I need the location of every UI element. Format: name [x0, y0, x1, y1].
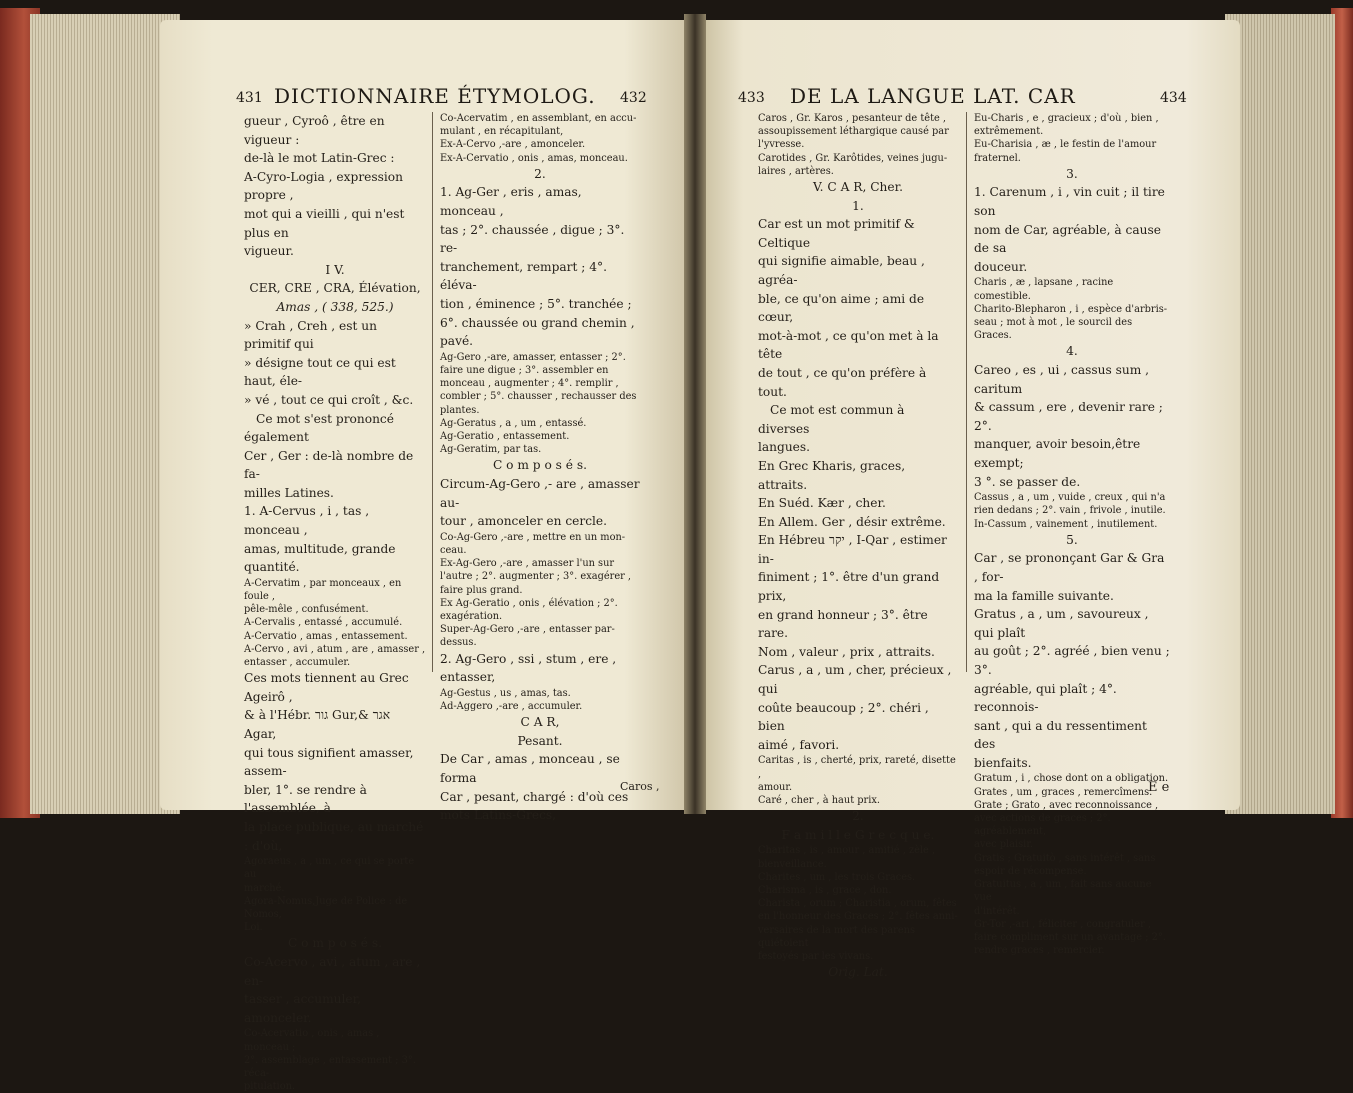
text-line: nom de Car, agréable, à cause de sa [974, 222, 1161, 256]
text-line: Nom , valeur , prix , attraits. [758, 644, 935, 659]
text-line: extrêmement. [974, 126, 1044, 138]
text-line: finiment ; 1°. être d'un grand prix, [758, 570, 940, 604]
text-line: gueur , Cyroô , être en vigueur : [244, 114, 385, 147]
text-line: Cassus , a , um , vuide , creux , qui n'a [974, 492, 1166, 504]
text-line: Caré , cher , à haut prix. [758, 795, 880, 807]
text-line: en grand honneur ; 3°. être rare. [758, 607, 928, 641]
text-line: Carus , a , um , cher, précieux , qui [758, 663, 952, 697]
text-line: aimé , favori. [758, 737, 840, 752]
text-line: ble, ce qu'on aime ; ami de cœur, [758, 291, 925, 325]
text-line: en l'honneur des Graces ; 2°. fêtes anni- [758, 911, 958, 923]
text-line: ma la famille suivante. [974, 588, 1114, 603]
section-heading: C o m p o s é s. [492, 458, 588, 473]
text-line: Super-Ag-Gero ,-are , entasser par- [440, 624, 615, 636]
text-line: Ex-A-Cervo ,-are , amonceler. [440, 139, 586, 151]
text-line: Caritas , is , cherté, prix, rareté, disette , [758, 755, 956, 780]
page-number: 434 [1160, 90, 1187, 106]
text-line: & cassum , ere , devenir rare ; 2°. [974, 400, 1163, 433]
text-line: agréable, qui plaît ; 4°. reconnois- [974, 681, 1117, 715]
text-line: Carotides , Gr. Karôtides, veines jugu- [758, 152, 948, 164]
text-line: Charisma , is , grace , don. [758, 885, 892, 897]
text-line: » désigne tout ce qui est haut, éle- [244, 355, 396, 389]
text-line: Ad-Aggero ,-are , accumuler. [440, 700, 583, 712]
text-column [244, 112, 426, 1093]
text-line: tranchement, rempart ; 4°. éléva- [440, 259, 607, 293]
text-line: Gr-Tor ,-ari , féliciter , congratuler , [974, 918, 1152, 930]
section-heading: 5. [1066, 532, 1078, 547]
text-line: Co-Acervo , avi , atum , are , en- [244, 955, 421, 988]
text-line: sant , qui a du ressentiment des [974, 718, 1147, 752]
section-heading: 4. [1066, 344, 1078, 359]
text-line: A-Cervatio , amas , entassement. [244, 630, 408, 642]
text-line: Ces mots tiennent au Grec Ageirô , [244, 671, 409, 704]
page-number: 432 [620, 90, 647, 106]
section-heading: C A R, [520, 715, 560, 730]
text-line: d'intérêt. [974, 905, 1020, 917]
page-number: 433 [738, 90, 765, 106]
text-line: bienfaits. [974, 755, 1032, 770]
text-line: Charito-Blepharon , i , espèce d'arbris- [974, 303, 1168, 315]
text-line: Ag-Gestus , us , amas, tas. [440, 687, 571, 699]
text-line: Ag-Gero ,-are, amasser, entasser ; 2°. [440, 351, 626, 363]
text-line: 2. Ag-Gero , ssi , stum , ere , entasser, [440, 651, 617, 685]
text-line: 3 °. se passer de. [974, 474, 1081, 489]
text-line: de-là le mot Latin-Grec : [244, 151, 395, 166]
text-line: espoir de récompense. [974, 865, 1087, 877]
text-line: Careo , es , ui , cassus sum , caritum [974, 362, 1150, 396]
text-line: Car est un mot primitif & Celtique [758, 217, 915, 250]
text-line: 1. A-Cervus , i , tas , monceau , [244, 504, 370, 538]
text-line: Car , se prononçant Gar & Gra , for- [974, 551, 1165, 584]
text-line: In-Cassum , vainement , inutilement. [974, 518, 1158, 530]
text-line: Ag-Geratus , a , um , entassé. [440, 417, 587, 429]
catchword: Caros , [620, 780, 660, 793]
text-line: avec plaisir. [974, 839, 1034, 851]
text-line: Charista , orum ; Charistia , orum, fêtes [758, 898, 957, 910]
section-heading: C o m p o s é s. [287, 936, 383, 951]
text-line: bienveillance. [758, 858, 827, 870]
text-line: Gratuitus , a , um , fait sans aucune vue [974, 879, 1152, 904]
text-line: au goût ; 2°. agréé , bien venu ; 3°. [974, 644, 1170, 677]
text-line: pavé. [440, 334, 474, 349]
text-line: laires , artères. [758, 165, 834, 177]
text-line: 1. Ag-Ger , eris , amas, monceau , [440, 185, 582, 218]
text-line: Gratum , i , chose dont on a obligation. [974, 773, 1169, 785]
text-line: bler, 1°. se rendre à l'assemblée, à [244, 782, 367, 816]
text-line: Ce mot est commun à diverses [758, 403, 905, 436]
text-line: » vé , tout ce qui croît , &c. [244, 392, 414, 407]
text-line: Ex-Ag-Gero ,-are , amasser l'un sur [440, 558, 615, 570]
section-heading: 1. [852, 198, 864, 213]
column-rule [966, 112, 967, 672]
text-column [440, 112, 640, 825]
text-line: En Hébreu יקר , I-Qar , estimer in- [758, 533, 947, 566]
section-heading: CER, CRE , CRA, Élévation, [249, 281, 421, 296]
text-line: Ag-Geratio , entassement. [440, 430, 570, 442]
text-line: mulant , en récapitulant, [440, 126, 564, 138]
text-line: qui tous signifient amasser, assem- [244, 745, 414, 779]
text-line: Eu-Charisia , æ , le festin de l'amour [974, 139, 1157, 151]
text-line: Ce mot s'est prononcé également [244, 411, 394, 445]
signature-mark: Orig. Lat. [828, 965, 888, 980]
text-line: En Suéd. Kær , cher. [758, 496, 886, 511]
section-heading: F a m i l l e G r e c q u e. [781, 827, 935, 842]
text-line: la place publique, au marché : d'où, [244, 820, 424, 853]
text-line: De Car , amas , monceau , se forma [440, 752, 620, 785]
text-line: marché. [244, 882, 285, 894]
section-heading: I V. [325, 262, 345, 277]
text-line: Charis , æ , lapsane , racine comestible. [974, 277, 1114, 302]
text-line: manquer, avoir besoin,être exempt; [974, 437, 1141, 470]
text-line: Cer , Ger : de-là nombre de fa- [244, 448, 414, 482]
text-line: Charites , um , les trois Graces. [758, 871, 916, 883]
text-line: 1. Carenum , i , vin cuit ; il tire son [974, 185, 1165, 218]
text-line: En Grec Kharis, graces, attraits. [758, 458, 906, 492]
section-heading: 3. [1066, 166, 1078, 181]
text-line: de tout , ce qu'on préfère à tout. [758, 365, 927, 399]
text-line: Grate ; Grato , avec reconnoissance , [974, 799, 1159, 811]
text-line: seau ; mot à mot , le sourcil des Graces. [974, 316, 1133, 342]
text-line: Grates , um , graces , remercîmens. [974, 786, 1153, 798]
text-line: tion , éminence ; 5°. tranchée ; [440, 296, 632, 311]
text-line: & à l'Hébr. גור Gur,& אגר Agar, [244, 708, 391, 742]
text-line: Caros , Gr. Karos , pesanteur de tête , [758, 113, 947, 124]
text-line: monceau , augmenter ; 4°. remplir , [440, 378, 619, 390]
column-rule [432, 112, 433, 672]
text-line: Loi. [244, 922, 263, 934]
text-line: dessus. [440, 637, 477, 649]
section-heading: Amas , ( 338, 525.) [276, 299, 394, 314]
text-line: assoupissement léthargique causé par [758, 126, 949, 138]
section-heading: 2. [534, 166, 546, 181]
text-line: coûte beaucoup ; 2°. chéri , bien [758, 700, 929, 734]
text-line: Agora-Nomus,Juge de Police : de Nomos, [244, 895, 408, 921]
text-line: milles Latines. [244, 485, 334, 500]
text-line: tour , amonceler en cercle. [440, 514, 608, 529]
text-line: mots Latins-Grecs, [440, 808, 557, 823]
text-line: Co-Acervatio , onis , amas , monceau ; [244, 1028, 380, 1053]
text-line: plantes. [440, 404, 480, 416]
text-line: Co-Ag-Gero ,-are , mettre en un mon- [440, 531, 626, 543]
text-line: A-Cervatim , par monceaux , en foule , [244, 577, 402, 603]
text-line: l'yvresse. [758, 139, 805, 151]
text-line: Gratis ; Gratuitò , sans intérêt , sans [974, 852, 1156, 864]
text-line: Ex Ag-Geratio , onis , élévation ; 2°. [440, 597, 618, 609]
text-line: Ex-A-Cervatio , onis , amas, monceau. [440, 152, 628, 164]
text-line: Circum-Ag-Gero ,- are , amasser au- [440, 476, 640, 510]
text-line: combler ; 5°. chausser , rechausser des [440, 391, 637, 403]
text-line: pêle-mêle , confusément. [244, 604, 369, 616]
section-heading: 2. [852, 809, 864, 824]
text-line: douceur. [974, 259, 1028, 274]
text-line: fraternel. [974, 152, 1021, 164]
text-line: entasser , accumuler. [244, 657, 351, 669]
text-column [758, 112, 958, 982]
text-line: amour. [758, 781, 793, 793]
text-column [974, 112, 1170, 957]
text-line: mot qui a vieilli , qui n'est plus en [244, 206, 405, 240]
text-line: Gratus , a , um , savoureux , qui plaît [974, 607, 1149, 640]
text-line: vigueur. [244, 244, 294, 259]
text-line: qui signifie aimable, beau , agréa- [758, 254, 925, 287]
text-line: faire plus grand. [440, 584, 523, 596]
page-edges-left [30, 14, 180, 814]
text-line: mot-à-mot , ce qu'on met à la tête [758, 328, 939, 362]
text-line: Charitas , is , amour , amitié , zèle , [758, 845, 936, 857]
text-line: A-Cervalis , entassé , accumulé. [244, 617, 403, 629]
text-line: festoyés par les vivans. [758, 951, 874, 963]
text-line: avec actions de graces ; 2°. agréablement, [974, 813, 1111, 838]
text-line: » Crah , Creh , est un primitif qui [244, 318, 377, 352]
text-line: rien dedans ; 2°. vain , frivole , inutile. [974, 505, 1166, 517]
text-line: faire compliment sur un avantage ; 2°. [974, 931, 1166, 943]
text-line: Eu-Charis , e , gracieux ; d'où , bien , [974, 113, 1159, 124]
running-header: DE LA LANGUE LAT. CAR [790, 84, 1076, 108]
page-edges-right [1225, 14, 1335, 814]
text-line: Agoraeus , a , um , ce qui se porte au [244, 856, 415, 881]
text-line: langues. [758, 440, 811, 455]
text-line: Car , pesant, chargé : d'où ces [440, 789, 629, 804]
text-line: l'autre ; 2°. augmenter ; 3°. exagérer , [440, 571, 632, 583]
text-line: ceau. [440, 544, 467, 556]
text-line: 6°. chaussée ou grand chemin , [440, 315, 635, 330]
text-line: A-Cervo , avi , atum , are , amasser , [244, 643, 426, 655]
text-line: En Allem. Ger , désir extrême. [758, 514, 946, 529]
text-line: faire une digue ; 3°. assembler en [440, 364, 609, 376]
text-line: amas, multitude, grande quantité. [244, 541, 396, 575]
text-line: Co-Acervatim , en assemblant, en accu- [440, 113, 637, 124]
text-line: tasser , accumuler, amonceler. [244, 992, 361, 1025]
text-line: rendre graces , remercier. [974, 945, 1105, 957]
text-line: exagération. [440, 610, 503, 622]
text-line: Ag-Geratim, par tas. [440, 444, 542, 456]
signature-mark: E e [1148, 780, 1170, 795]
text-line: pitulation. [244, 1081, 296, 1093]
section-heading: Pesant. [517, 733, 563, 748]
text-line: 2°. assemblage , entassement ; 3°. réca- [244, 1054, 416, 1079]
text-line: versaires de la mort des parens quiétoient [758, 924, 915, 949]
text-line: tas ; 2°. chaussée , digue ; 3°. re- [440, 222, 625, 256]
section-heading: V. C A R, Cher. [813, 180, 903, 195]
book-gutter [684, 14, 706, 814]
text-line: A-Cyro-Logia , expression propre , [244, 169, 403, 203]
running-header: DICTIONNAIRE ÉTYMOLOG. [274, 84, 596, 108]
page-number: 431 [236, 90, 263, 106]
